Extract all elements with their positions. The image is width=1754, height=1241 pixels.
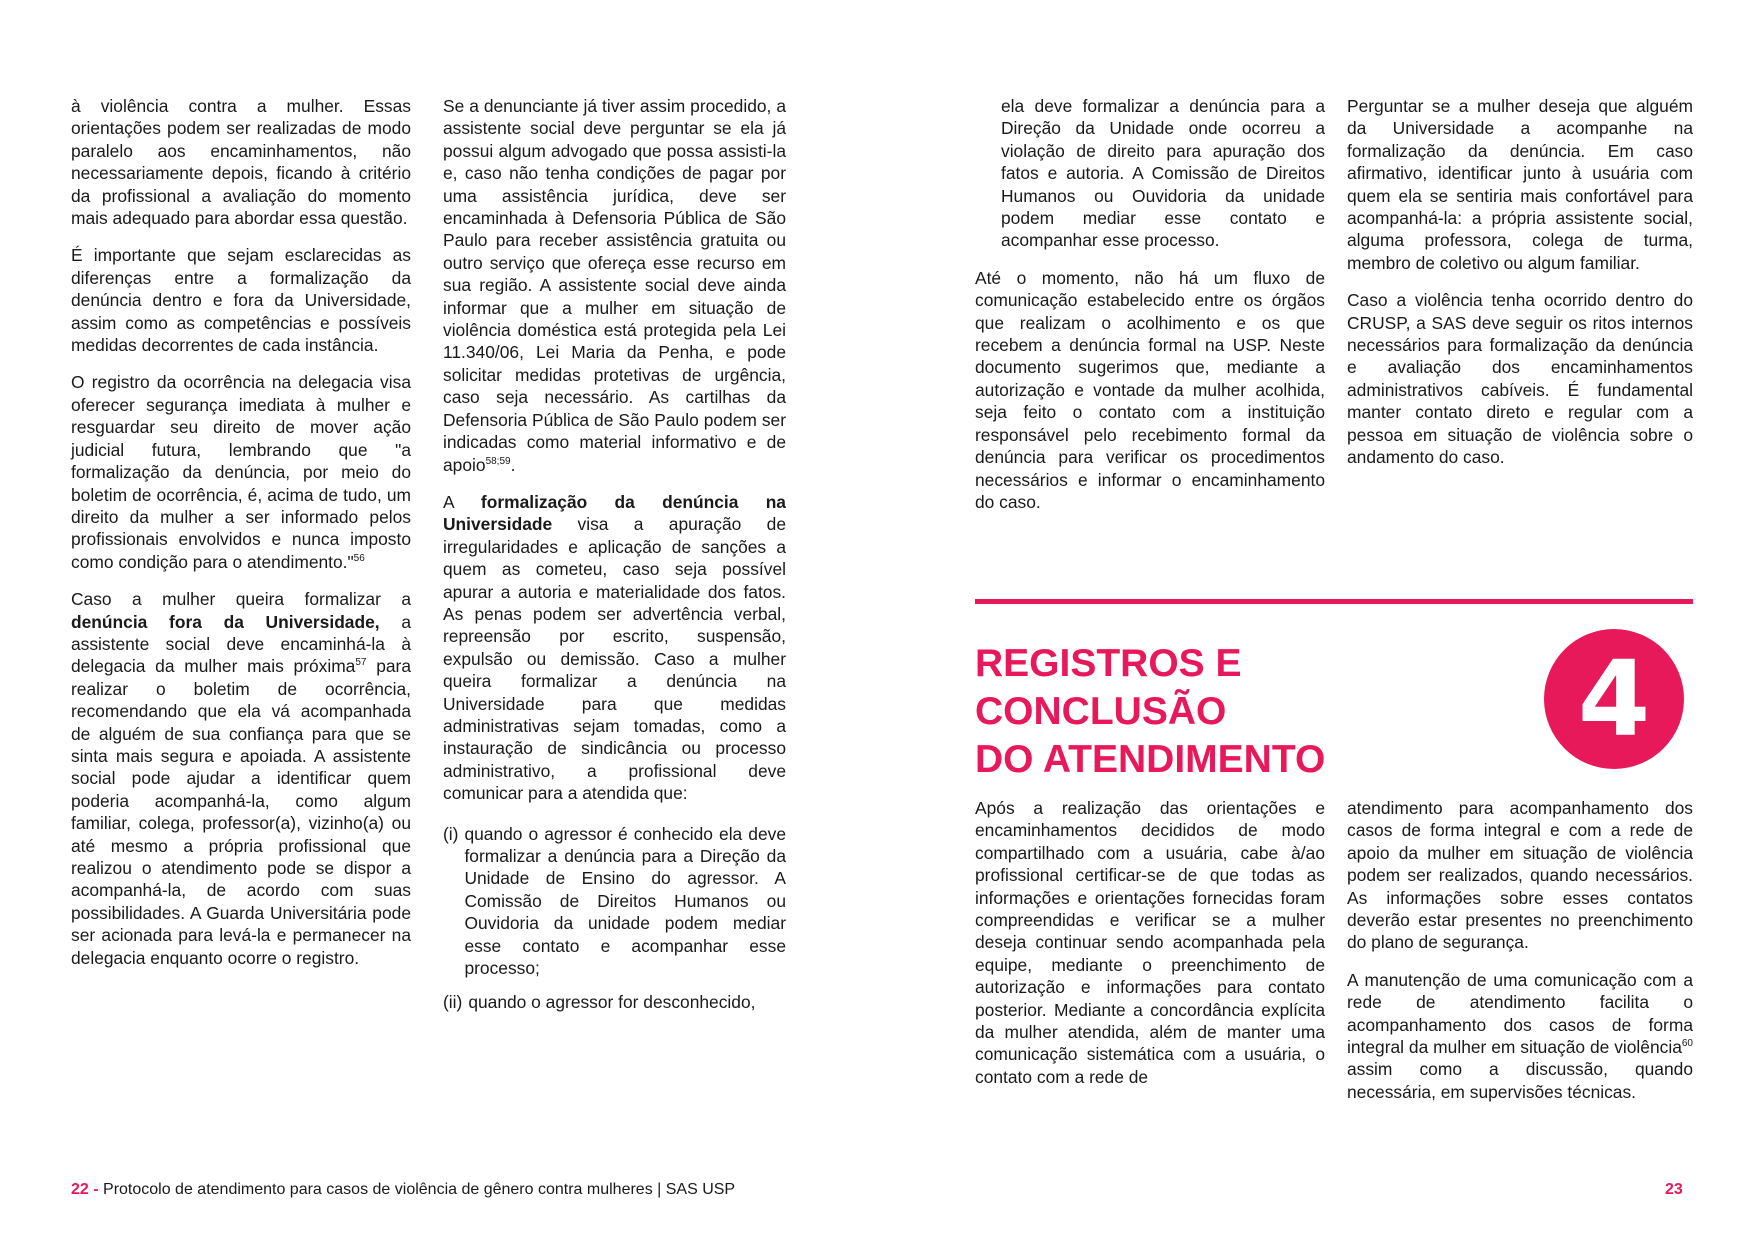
paragraph <box>443 491 786 805</box>
paragraph <box>1347 969 1693 1103</box>
column-3-top <box>975 95 1325 528</box>
list-marker: (ii) <box>443 992 463 1013</box>
list-item <box>443 991 786 1013</box>
footnote-ref: 57 <box>355 657 367 669</box>
footer-separator: - <box>88 1181 104 1198</box>
column-2 <box>443 95 786 1026</box>
text: A <box>443 491 481 512</box>
column-1 <box>71 95 411 984</box>
list-marker: (i) <box>443 823 459 844</box>
paragraph <box>71 588 411 969</box>
footer-left <box>71 1180 735 1200</box>
bold-term: formalização da denúncia na Universidade <box>443 491 786 535</box>
footer-text: Protocolo de atendimento para casos de violência de gênero contra mulheres | SAS USP <box>103 1181 736 1198</box>
list-text: quando o agressor é conhecido ela deve formalizar a denúncia para a Direção da Unidade de Ensino do agressor. A Comissão de Direitos Humanos ou Ouvidoria da unidade podem mediar esse contato e acompanhar esse processo; <box>464 823 786 979</box>
column-3-bottom <box>975 797 1325 1103</box>
text: a assistente social deve encaminhá-la à delegacia da mulher mais próxima <box>71 611 411 677</box>
page-number: 22 <box>71 1181 89 1198</box>
column-4-top <box>1347 95 1693 484</box>
text: A manutenção de uma comunicação com a rede de atendimento facilita o acompanhamento dos casos de forma integral da mulher em situação de violência <box>1347 969 1693 1058</box>
text: assim como a discussão, quando necessária, em supervisões técnicas. <box>1347 1059 1693 1102</box>
section-title-line: DO ATENDIMENTO <box>975 738 1326 781</box>
paragraph: Caso a violência tenha ocorrido dentro do CRUSP, a SAS deve seguir os ritos internos necessários para formalização da denúncia e avaliação dos encaminhamentos administrativos cabíveis. É fundamental manter contato direto e regular com a pessoa em situação de violência sobre o andamento do caso. <box>1347 290 1693 468</box>
section-divider <box>975 599 1693 604</box>
section-number-badge: 4 <box>1544 629 1684 769</box>
text: para realizar o boletim de ocorrência, recomendando que ela vá acompanhada de alguém de sua confiança para que se sinta mais segura e apoiada. A assistente social pode ajudar a identificar quem poderia acompanhá-la, como algum familiar, colega, professor(a), vizinho(a) ou até mesmo a própria profissional que realizou o atendimento pode se dispor a acompanhá-la, de acordo com suas possibilidades. A Guarda Universitária pode ser acionada para levá-la e permanecer na delegacia enquanto ocorre o registro. <box>71 656 411 968</box>
footnote-ref: 56 <box>353 552 365 564</box>
paragraph: Após a realização das orientações e encaminhamentos decididos de modo compartilhado com a usuária, cabe à/ao profissional certificar-se de que todas as informações e orientações fornecidas foram compreendidas e verificar se a mulher deseja continuar sendo acompanhada pela equipe, mediante o preenchimento de autorização e informações para contato posterior. Mediante a concordância explícita da mulher atendida, além de manter uma comunicação sistemática com a usuária, o contato com a rede de <box>975 798 1325 1087</box>
section-title <box>975 640 1495 784</box>
list-item <box>443 823 786 980</box>
list-continuation: ela deve formalizar a denúncia para a Direção da Unidade onde ocorreu a violação de direito para apuração dos fatos e autoria. A Comissão de Direitos Humanos ou Ouvidoria da unidade podem mediar esse contato e acompanhar esse processo. <box>1001 96 1325 251</box>
footnote-ref: 60 <box>1681 1038 1693 1050</box>
paragraph: à violência contra a mulher. Essas orientações podem ser realizadas de modo paralelo aos encaminhamentos, não necessariamente depois, ficando à critério da profissional a avaliação do momento mais adequado para abordar essa questão. <box>71 96 411 229</box>
column-4-bottom <box>1347 797 1693 1118</box>
text: Caso a mulher queira formalizar a <box>71 589 411 610</box>
text: Se a denunciante já tiver assim procedido, a assistente social deve perguntar se ela já possui algum advogado que possa assisti-la e, caso não tenha condições de pagar por uma assistência jurídica, deve ser encaminhada à Defensoria Pública de São Paulo para receber assistência gratuita ou outro serviço que ofereça esse recurso em sua região. A assistente social deve ainda informar que a mulher em situação de violência doméstica está protegida pela Lei 11.340/06, Lei Maria da Penha, e pode solicitar medidas protetivas de urgência, caso seja necessário. As cartilhas da Defensoria Pública de São Paulo podem ser indicadas como material informativo e de apoio <box>443 96 786 475</box>
list-text: quando o agressor for desconhecido, <box>468 992 756 1013</box>
paragraph: Perguntar se a mulher deseja que alguém da Universidade a acompanhe na formalização da denúncia. Em caso afirmativo, identificar junto à usuária com quem ela se sentiria mais confortável para acompanhá-la: a própria assistente social, alguma professora, colega de turma, membro de coletivo ou algum familiar. <box>1347 96 1693 273</box>
paragraph: Até o momento, não há um fluxo de comunicação estabelecido entre os órgãos que realizam o acolhimento e os que recebem a denúncia formal na USP. Neste documento sugerimos que, mediante a autorização e vontade da mulher acolhida, seja feito o contato com a instituição responsável pelo recebimento formal da denúncia para verificar os procedimentos necessários e informar o encaminhamento do caso. <box>975 267 1325 512</box>
quote-text: O registro da ocorrência na delegacia visa oferecer segurança imediata à mulher e resguardar seu direito de mover ação judicial futura, lembrando que "a formalização da denúncia, por meio do boletim de ocorrência, é, acima de tudo, um direito da mulher a ser informado pelos profissionais envolvidos e nunca imposto como condição para o atendimento." <box>71 372 411 572</box>
footnote-ref: 58;59 <box>485 455 511 467</box>
paragraph <box>71 371 411 573</box>
paragraph: atendimento para acompanhamento dos casos de forma integral e com a rede de apoio da mulher em situação de violência podem ser realizados, quando necessários. As informações sobre esses contatos deverão estar presentes no preenchimento do plano de segurança. <box>1347 798 1693 953</box>
section-title-line: REGISTROS E CONCLUSÃO <box>975 642 1242 733</box>
paragraph <box>443 95 786 476</box>
bold-term: denúncia fora da Universidade, <box>71 611 380 632</box>
text: . <box>510 454 516 475</box>
page-number: 23 <box>1665 1181 1683 1198</box>
text: visa a apuração de irregularidades e aplicação de sanções a quem as cometeu, caso seja possível apurar a autoria e materialidade dos fatos. As penas podem ser advertência verbal, repreensão por escrito, suspensão, expulsão ou demissão. Caso a mulher queira formalizar a denúncia na Universidade para que medidas administrativas sejam tomadas, como a instauração de sindicância ou processo administrativo, a profissional deve comunicar para a atendida que: <box>443 514 786 804</box>
footer-right <box>1665 1180 1683 1200</box>
paragraph: É importante que sejam esclarecidas as diferenças entre a formalização da denúncia dentro e fora da Universidade, assim como as competências e possíveis medidas decorrentes de cada instância. <box>71 245 411 356</box>
